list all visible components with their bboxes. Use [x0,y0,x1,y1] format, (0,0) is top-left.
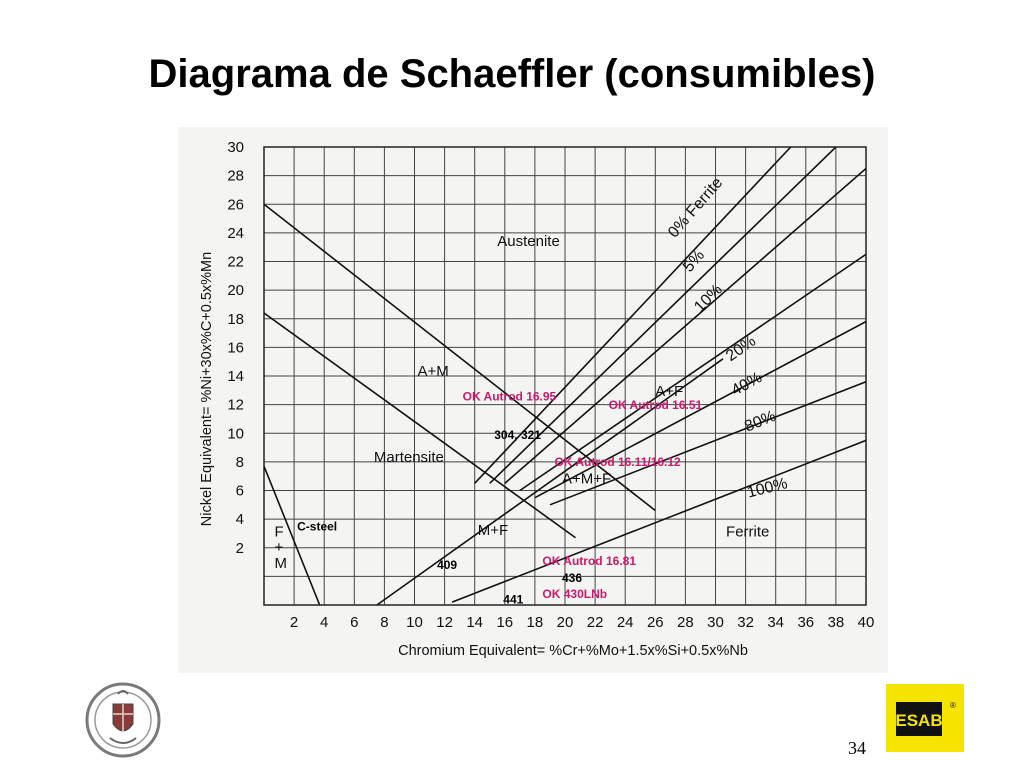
x-tick-label: 18 [526,614,544,631]
seal-icon [80,680,166,760]
x-tick-label: 38 [827,614,845,631]
esab-logo-icon [886,684,964,752]
consumable-annotations [297,389,702,606]
y-tick-label: 26 [227,196,244,214]
phase-region-label: A+M+F [561,470,612,488]
consumable-annotation: OK Autrod 16.11/16.12 [554,455,681,470]
y-tick-label: 28 [227,167,244,185]
consumable-annotation: OK Autrod 16.51 [608,397,703,412]
x-tick-label: 24 [616,614,634,631]
phase-region-label: Austenite [497,232,560,250]
consumable-annotation: 436 [561,571,583,586]
x-tick-label: 4 [320,614,329,631]
consumable-annotation: 409 [437,558,458,573]
y-tick-label: 4 [235,511,244,529]
ferrite-percentage-label: 80% [742,407,779,436]
y-tick-label: 30 [227,139,244,156]
y-tick-label: 6 [235,482,244,500]
x-axis-label: Chromium Equivalent= %Cr+%Mo+1.5x%Si+0.5x%Nb [398,643,748,659]
consumable-annotation: 441 [503,592,524,607]
x-tick-label: 20 [556,614,574,631]
esab-logo-text: ESAB [895,711,943,730]
y-tick-label: 12 [227,396,244,414]
x-tick-label: 6 [350,614,359,631]
phase-region-label: M+F [477,521,509,539]
x-tick-label: 16 [496,614,514,631]
phase-region-label: Ferrite [726,523,770,541]
slide-title: Diagrama de Schaeffler (consumibles) [148,52,876,96]
x-tick-label: 14 [466,614,484,631]
schaeffler-diagram [178,127,888,673]
x-tick-label: 2 [289,614,299,631]
schaeffler-diagram-figure [178,127,888,673]
y-axis-label: Nickel Equivalent= %Ni+30x%C+0.5x%Mn [199,251,215,527]
ferrite-percentage-label: 0% Ferrite [665,174,727,242]
phase-labels [275,174,790,571]
phase-region-label: F [274,523,284,541]
consumable-annotation: OK Autrod 16.95 [462,389,557,404]
ferrite-percentage-label: 100% [745,475,790,502]
y-tick-label: 20 [227,282,244,300]
y-tick-label: 14 [227,368,244,385]
x-tick-label: 10 [406,614,423,631]
consumable-annotation: 304, 321 [494,427,541,442]
consumable-annotation: C-steel [297,519,338,534]
grid-layer [264,147,866,605]
ferrite-percentage-label: 20% [723,332,760,365]
x-tick-label: 32 [737,614,754,631]
x-tick-label: 40 [857,614,875,631]
university-seal-logo [80,680,166,765]
x-tick-label: 12 [436,614,453,631]
y-tick-label: 8 [235,453,244,471]
y-tick-label: 16 [227,339,244,357]
y-tick-label: 24 [227,224,244,242]
esab-logo [886,684,964,757]
ferrite-percentage-label: 10% [691,281,726,316]
consumable-annotation: OK Autrod 16.81 [542,553,637,568]
consumable-annotation: OK 430LNb [542,586,608,601]
phase-region-label: Martensite [373,448,444,466]
phase-region-label: A+F [655,383,684,401]
x-tick-label: 36 [797,614,815,631]
x-tick-label: 28 [677,614,694,631]
ferrite-percentage-label: 5% [680,246,709,276]
phase-region-label: M [274,554,288,572]
page-number: 34 [848,738,866,758]
esab-registered-mark: ® [950,701,956,710]
y-tick-label: 2 [235,539,244,557]
phase-region-label: A+M [417,363,449,380]
x-tick-label: 34 [767,614,785,631]
x-tick-label: 30 [707,614,724,631]
y-tick-label: 22 [227,253,244,271]
ferrite-percentage-label: 40% [728,369,766,400]
x-tick-label: 8 [380,614,389,631]
y-tick-label: 18 [227,310,244,328]
x-tick-label: 22 [586,614,604,631]
boundary-line-martensite-limit [264,466,320,605]
phase-region-label: + [274,539,284,557]
x-tick-label: 26 [646,614,664,631]
y-tick-label: 10 [227,425,244,443]
